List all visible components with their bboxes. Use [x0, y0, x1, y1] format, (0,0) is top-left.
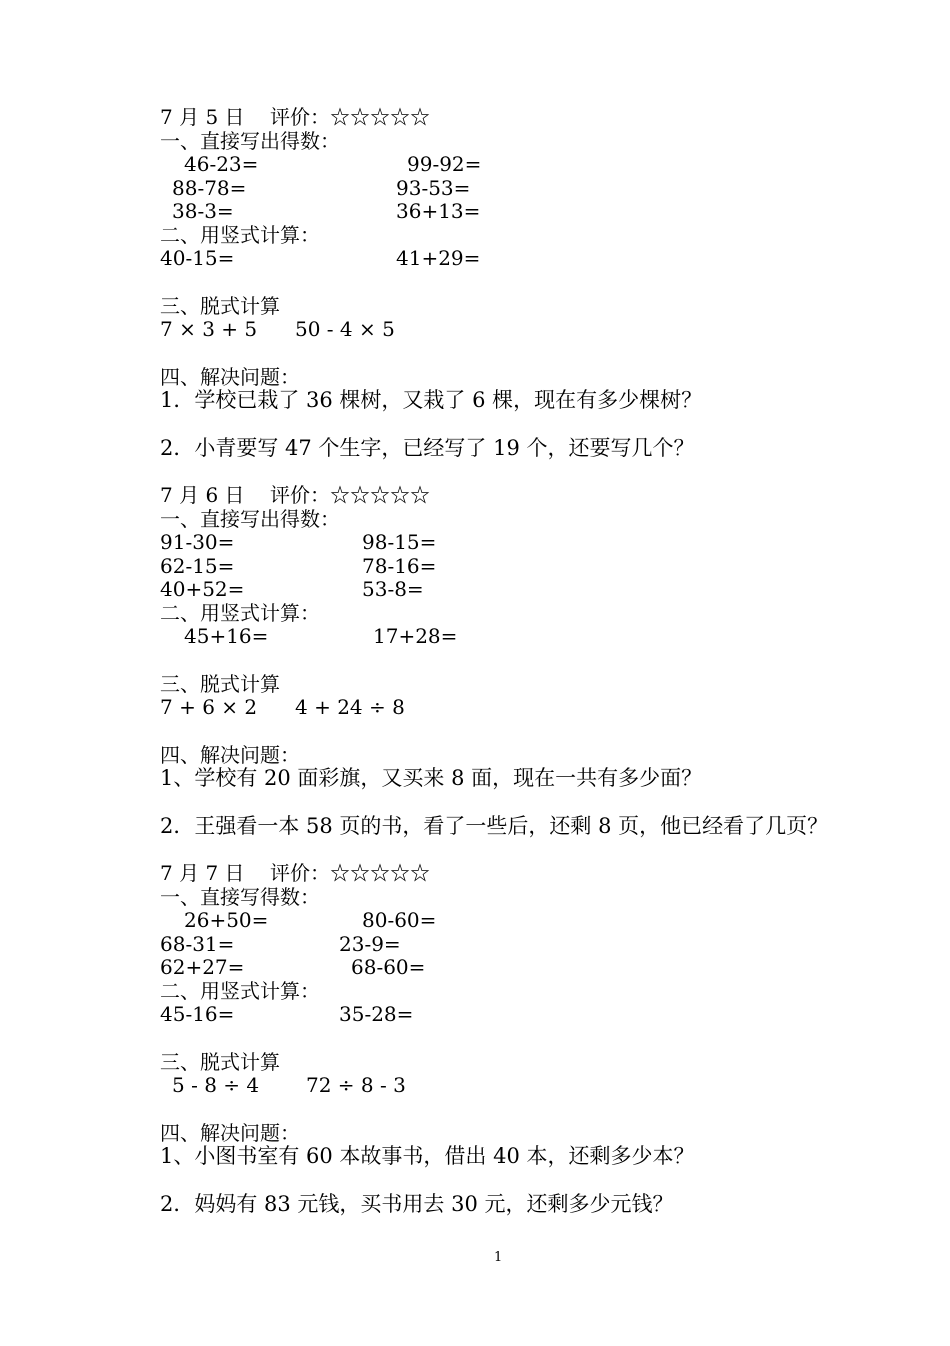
- day3-question-1: 1、小图书室有 60 本故事书，借出 40 本，还剩多少本？: [160, 1144, 695, 1168]
- day1-s3-item: 7 × 3 + 5: [160, 317, 258, 341]
- day2-s1-item: 78-16=: [362, 554, 437, 578]
- day1-question-1: 1．学校已栽了 36 棵树，又栽了 6 棵，现在有多少棵树？: [160, 388, 703, 412]
- day2-section2-title: 二、用竖式计算：: [160, 601, 320, 625]
- day2-s2-item: 45+16=: [184, 624, 269, 648]
- day3-s3-item: 72 ÷ 8 - 3: [306, 1073, 406, 1097]
- day1-s1-item: 36+13=: [396, 199, 481, 223]
- day1-question-2: 2．小青要写 47 个生字，已经写了 19 个，还要写几个？: [160, 436, 695, 460]
- day3-section1-title: 一、直接写得数：: [160, 885, 320, 909]
- day2-s2-item: 17+28=: [373, 624, 458, 648]
- day2-question-2: 2．王强看一本 58 页的书，看了一些后，还剩 8 页，他已经看了几页？: [160, 814, 829, 838]
- day3-s1-item: 26+50=: [184, 908, 269, 932]
- day2-s1-item: 40+52=: [160, 577, 245, 601]
- day3-s1-item: 80-60=: [362, 908, 437, 932]
- day2-s3-item: 7 + 6 × 2: [160, 695, 258, 719]
- day1-s1-item: 46-23=: [184, 152, 259, 176]
- day1-header: 7 月 5 日 评价：☆☆☆☆☆: [160, 105, 430, 129]
- day1-s1-item: 99-92=: [407, 152, 482, 176]
- page-number: 1: [494, 1250, 503, 1265]
- day3-header: 7 月 7 日 评价：☆☆☆☆☆: [160, 861, 430, 885]
- day1-s1-item: 38-3=: [172, 199, 234, 223]
- day3-section2-title: 二、用竖式计算：: [160, 979, 320, 1003]
- day1-section2-title: 二、用竖式计算：: [160, 223, 320, 247]
- day3-question-2: 2．妈妈有 83 元钱，买书用去 30 元，还剩多少元钱？: [160, 1192, 674, 1216]
- day1-s2-item: 41+29=: [396, 246, 481, 270]
- day2-section1-title: 一、直接写出得数：: [160, 507, 340, 531]
- day3-s3-item: 5 - 8 ÷ 4: [172, 1073, 260, 1097]
- day2-s1-item: 98-15=: [362, 530, 437, 554]
- day1-section4-title: 四、解决问题：: [160, 365, 300, 389]
- day1-s2-item: 40-15=: [160, 246, 235, 270]
- day3-s1-item: 68-31=: [160, 932, 235, 956]
- day1-s1-item: 93-53=: [396, 176, 471, 200]
- day2-section3-title: 三、脱式计算: [160, 672, 280, 696]
- day2-s1-item: 53-8=: [362, 577, 424, 601]
- day3-section4-title: 四、解决问题：: [160, 1121, 300, 1145]
- day3-s1-item: 23-9=: [339, 932, 401, 956]
- day2-section4-title: 四、解决问题：: [160, 743, 300, 767]
- day2-header: 7 月 6 日 评价：☆☆☆☆☆: [160, 483, 430, 507]
- day1-section1-title: 一、直接写出得数：: [160, 129, 340, 153]
- day3-s1-item: 62+27=: [160, 955, 245, 979]
- day3-s1-item: 68-60=: [351, 955, 426, 979]
- day2-s1-item: 62-15=: [160, 554, 235, 578]
- day2-question-1: 1、学校有 20 面彩旗，又买来 8 面，现在一共有多少面？: [160, 766, 703, 790]
- day1-s3-item: 50 - 4 × 5: [295, 317, 395, 341]
- day3-section3-title: 三、脱式计算: [160, 1050, 280, 1074]
- day2-s3-item: 4 + 24 ÷ 8: [295, 695, 405, 719]
- day3-s2-item: 35-28=: [339, 1002, 414, 1026]
- day2-s1-item: 91-30=: [160, 530, 235, 554]
- day1-s1-item: 88-78=: [172, 176, 247, 200]
- day3-s2-item: 45-16=: [160, 1002, 235, 1026]
- day1-section3-title: 三、脱式计算: [160, 294, 280, 318]
